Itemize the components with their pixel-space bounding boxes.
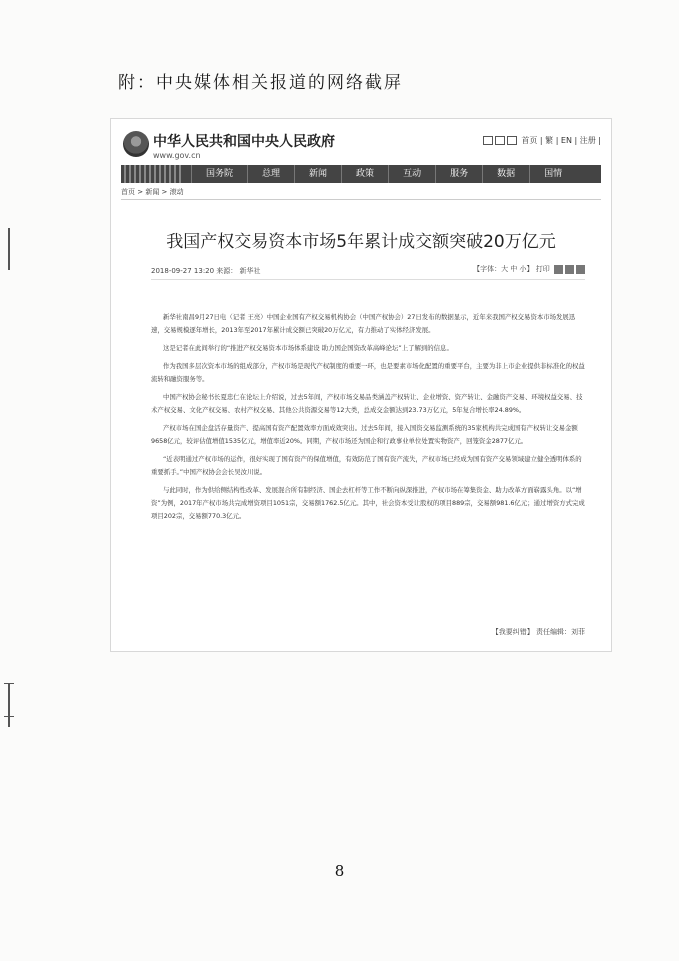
weibo-share-icon[interactable] <box>576 265 585 274</box>
paragraph: 中国产权协会秘书长夏忠仁在论坛上介绍说，过去5年间，产权市场交易品类涵盖产权转让、企业增资、资产转让、金融资产交易、环境权益交易、技术产权交易、文化产权交易、农村产权交易、其他公共资源交易等12大类，总成交金额达到23.73万亿元，5年复合增长率24.89%。 <box>151 393 583 414</box>
page-heading: 附：中央媒体相关报道的网络截屏 <box>118 73 403 93</box>
nav-item[interactable]: 服务 <box>435 165 482 183</box>
paragraph: 与此同时，作为供给侧结构性改革、发展混合所有制经济、国企去杠杆等工作不断向纵深推进，产权市场在筹集资金、助力改革方面崭露头角。以“增资”为例，2017年产权市场共完成增资项目1051宗，交易额1762.5亿元。其中，社会资本受让股权的项目889宗，交易额981.6亿元；通过增资方式完成项目202宗，交易额770.3亿元。 <box>151 486 585 520</box>
scan-margin-mark <box>8 683 10 727</box>
article-tools <box>473 264 585 274</box>
paragraph: 这是记者在此间举行的“推进产权交易资本市场体系建设 助力国企国资改革高峰论坛”上了解到的信息。 <box>163 344 453 352</box>
site-header <box>123 129 601 169</box>
breadcrumb[interactable]: 首页 > 新闻 > 滚动 <box>121 188 184 196</box>
mail-icon[interactable] <box>483 136 493 145</box>
national-emblem-icon <box>123 131 149 157</box>
paragraph: “近表明通过产权市场的运作，很好实现了国有资产的保值增值，有效防范了国有资产流失，产权市场已经成为国有资产交易领域建立健全透明体系的重要抓手。”中国产权协会会长吴汝川说。 <box>151 455 582 476</box>
article-footer[interactable]: 【我要纠错】 责任编辑：刘菲 <box>491 628 585 636</box>
gov-webpage-screenshot <box>110 118 612 652</box>
article-meta: 2018-09-27 13:20 来源： 新华社 <box>151 267 261 275</box>
page-number: 8 <box>334 862 345 880</box>
nav-item[interactable]: 政策 <box>341 165 388 183</box>
font-size-print-links[interactable]: 【字体：大 中 小】 打印 <box>473 265 550 273</box>
site-title[interactable]: 中华人民共和国中央人民政府 <box>153 134 335 150</box>
nav-item[interactable]: 互动 <box>388 165 435 183</box>
article-body <box>151 311 585 528</box>
main-nav <box>121 165 601 183</box>
header-links[interactable] <box>483 135 601 146</box>
scan-margin-mark <box>8 228 10 270</box>
paragraph: 产权市场在国企盘活存量资产、提高国有资产配置效率方面成效突出。过去5年间，接入国资交易监测系统的35家机构共完成国有产权转让交易金额9658亿元，较评估值增值1535亿元，增值率近20%。同期，产权市场还为国企和行政事业单位处置实物资产，回笼资金2877亿元。 <box>151 424 578 445</box>
paragraph: 作为我国多层次资本市场的组成部分，产权市场是现代产权制度的重要一环，也是要素市场化配置的重要平台，主要为非上市企业提供非标准化的权益流转和融资服务等。 <box>151 362 585 383</box>
nav-item[interactable]: 数据 <box>482 165 529 183</box>
mobile-icon[interactable] <box>495 136 505 145</box>
share-icon[interactable] <box>554 265 563 274</box>
divider <box>151 279 585 280</box>
wechat-icon[interactable] <box>565 265 574 274</box>
nav-home-block[interactable] <box>121 165 183 183</box>
paragraph: 新华社南昌9月27日电（记者 王亮）中国企业国有产权交易机构协会（中国产权协会）27日发布的数据显示，近年来我国产权交易资本市场发展迅速，交易规模逐年增长，2013年至2017年累计成交额已突破20万亿元，有力推动了实体经济发展。 <box>151 313 576 334</box>
scan-margin-mark <box>4 716 14 717</box>
nav-item[interactable]: 新闻 <box>294 165 341 183</box>
divider <box>121 199 601 200</box>
nav-item[interactable]: 国情 <box>529 165 576 183</box>
article-title: 我国产权交易资本市场5年累计成交额突破20万亿元 <box>166 232 556 252</box>
weibo-icon[interactable] <box>507 136 517 145</box>
header-links-text[interactable]: 首页 | 繁 | EN | 注册 | <box>521 136 601 145</box>
site-url: www.gov.cn <box>153 151 201 160</box>
scan-margin-mark <box>4 683 14 684</box>
nav-item[interactable]: 国务院 <box>191 165 247 183</box>
nav-item[interactable]: 总理 <box>247 165 294 183</box>
